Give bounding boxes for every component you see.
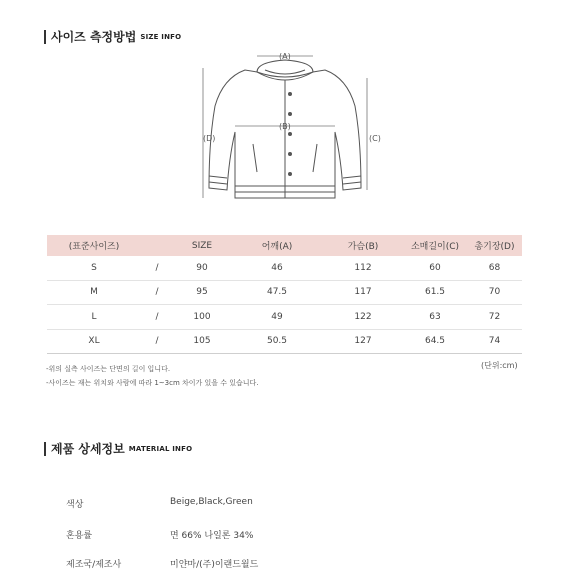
cell-chest: 122 <box>323 305 403 330</box>
size-info-title: 사이즈 측정방법 <box>51 30 137 44</box>
cell-sleeve: 63 <box>403 305 467 330</box>
cell-length: 68 <box>467 256 522 280</box>
cell-sleeve: 61.5 <box>403 280 467 305</box>
header-length: 총기장(D) <box>467 235 522 256</box>
cell-shoulder: 49 <box>231 305 323 330</box>
cell-size-name: S <box>47 256 141 280</box>
cell-length: 74 <box>467 329 522 354</box>
cell-size-name: M <box>47 280 141 305</box>
cell-length: 70 <box>467 280 522 305</box>
table-row <box>47 256 522 280</box>
cell-size: 90 <box>173 256 231 280</box>
cell-chest: 112 <box>323 256 403 280</box>
header-shoulder: 어깨(A) <box>231 235 323 256</box>
fabric-label: 혼용률 <box>66 531 93 541</box>
header-standard-size: (표준사이즈) <box>47 235 141 256</box>
table-row <box>47 280 522 305</box>
cell-size: 95 <box>173 280 231 305</box>
dim-label-c: (C) <box>369 134 381 143</box>
dim-label-d: (D) <box>203 134 216 143</box>
table-row <box>47 329 522 354</box>
cell-size-name: XL <box>47 329 141 354</box>
header-spacer <box>141 235 173 256</box>
cell-size: 100 <box>173 305 231 330</box>
size-table <box>47 235 522 354</box>
material-info-subtitle: MATERIAL INFO <box>128 444 193 453</box>
note-measurement: -위의 실측 사이즈는 단면의 길이 입니다. <box>46 365 171 373</box>
color-label: 색상 <box>66 500 84 510</box>
size-info-subtitle: SIZE INFO <box>140 32 182 41</box>
cell-chest: 127 <box>323 329 403 354</box>
cell-size: 105 <box>173 329 231 354</box>
header-chest: 가슴(B) <box>323 235 403 256</box>
header-bar <box>44 30 46 44</box>
dim-label-a: (A) <box>279 52 291 61</box>
header-bar <box>44 442 46 456</box>
cell-length: 72 <box>467 305 522 330</box>
cell-slash: / <box>141 329 173 354</box>
size-table-header <box>47 235 522 256</box>
cell-slash: / <box>141 305 173 330</box>
dim-label-b: (B) <box>279 122 291 131</box>
size-info-header <box>44 28 181 45</box>
table-row <box>47 305 522 330</box>
header-sleeve: 소매길이(C) <box>403 235 467 256</box>
cell-slash: / <box>141 256 173 280</box>
origin-label: 제조국/제조사 <box>66 560 122 570</box>
color-value: Beige,Black,Green <box>170 497 253 507</box>
header-size: SIZE <box>173 235 231 256</box>
cell-sleeve: 64.5 <box>403 329 467 354</box>
fabric-value: 면 66% 나일론 34% <box>170 531 254 541</box>
cell-sleeve: 60 <box>403 256 467 280</box>
origin-value: 미얀마/(주)이랜드월드 <box>170 560 259 570</box>
jacket-diagram <box>195 48 375 228</box>
cell-shoulder: 46 <box>231 256 323 280</box>
cell-shoulder: 50.5 <box>231 329 323 354</box>
cell-shoulder: 47.5 <box>231 280 323 305</box>
cell-slash: / <box>141 280 173 305</box>
material-info-title: 제품 상세정보 <box>51 442 125 456</box>
material-info-header <box>44 440 192 457</box>
note-variance: -사이즈는 재는 위치와 사람에 따라 1~3cm 차이가 있을 수 있습니다. <box>46 379 259 387</box>
unit-label: (단위:cm) <box>481 361 518 370</box>
cell-size-name: L <box>47 305 141 330</box>
cell-chest: 117 <box>323 280 403 305</box>
